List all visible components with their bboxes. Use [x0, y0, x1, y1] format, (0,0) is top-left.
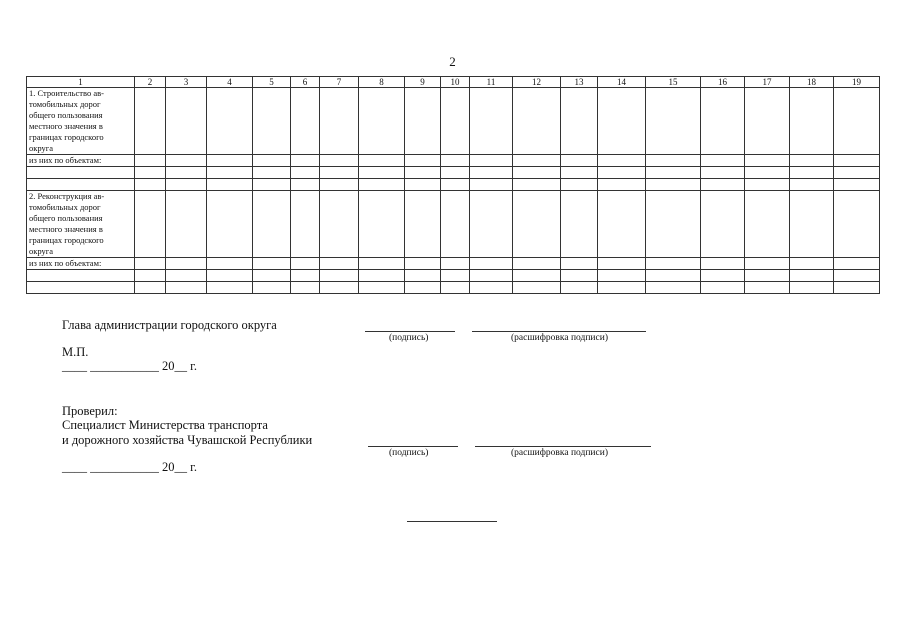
column-header: 5: [253, 77, 291, 88]
subrow-objects-label: [27, 155, 880, 167]
column-header: 1: [27, 77, 135, 88]
signature-decoding-line: [472, 331, 646, 332]
column-header: 13: [561, 77, 598, 88]
signature-line: [365, 331, 455, 332]
table-row: [27, 282, 880, 294]
subrow-label: из них по объектам:: [27, 155, 135, 167]
column-header: 4: [207, 77, 253, 88]
closing-divider: [407, 521, 497, 522]
signature-caption: (подпись): [389, 448, 429, 458]
subrow-objects-label: [27, 258, 880, 270]
specialist-position-line1: Специалист Министерства транспорта: [62, 418, 268, 432]
head-of-administration-label: Глава администрации городского округа: [62, 318, 277, 332]
checked-by-label: Проверил:: [62, 404, 118, 418]
section-title-cell: 2. Реконструкция ав- томобильных дорог общего пользования местного значения в границах городского округа: [27, 191, 135, 258]
section-title-cell: 1. Строительство ав- томобильных дорог общего пользования местного значения в границах городского округа: [27, 88, 135, 155]
column-header: 6: [291, 77, 320, 88]
column-header: 15: [646, 77, 701, 88]
column-header: 2: [135, 77, 166, 88]
signature-line: [368, 446, 458, 447]
signature-caption: (подпись): [389, 333, 429, 343]
table-row: [27, 179, 880, 191]
date-line: ____ ___________ 20__ г.: [62, 460, 197, 474]
column-header: 9: [405, 77, 441, 88]
table-row: [27, 167, 880, 179]
column-header: 8: [359, 77, 405, 88]
column-header: 18: [790, 77, 834, 88]
report-table: [26, 76, 880, 294]
column-header: 7: [320, 77, 359, 88]
section-row-reconstruction: [27, 191, 880, 258]
column-header: 12: [513, 77, 561, 88]
table-row: [27, 270, 880, 282]
subrow-label: из них по объектам:: [27, 258, 135, 270]
signature-decoding-caption: (расшифровка подписи): [511, 333, 608, 343]
column-header: 10: [441, 77, 470, 88]
page-number: 2: [449, 54, 456, 69]
signature-decoding-line: [475, 446, 651, 447]
stamp-label: М.П.: [62, 345, 89, 359]
section-row-construction: [27, 88, 880, 155]
column-header: 11: [470, 77, 513, 88]
column-header: 3: [166, 77, 207, 88]
column-header: 19: [834, 77, 880, 88]
column-header: 14: [598, 77, 646, 88]
signature-decoding-caption: (расшифровка подписи): [511, 448, 608, 458]
specialist-position-line2: и дорожного хозяйства Чувашской Республики: [62, 433, 313, 447]
column-header: 16: [701, 77, 745, 88]
table-header-row: [27, 77, 880, 88]
date-line: ____ ___________ 20__ г.: [62, 359, 197, 373]
column-header: 17: [745, 77, 790, 88]
